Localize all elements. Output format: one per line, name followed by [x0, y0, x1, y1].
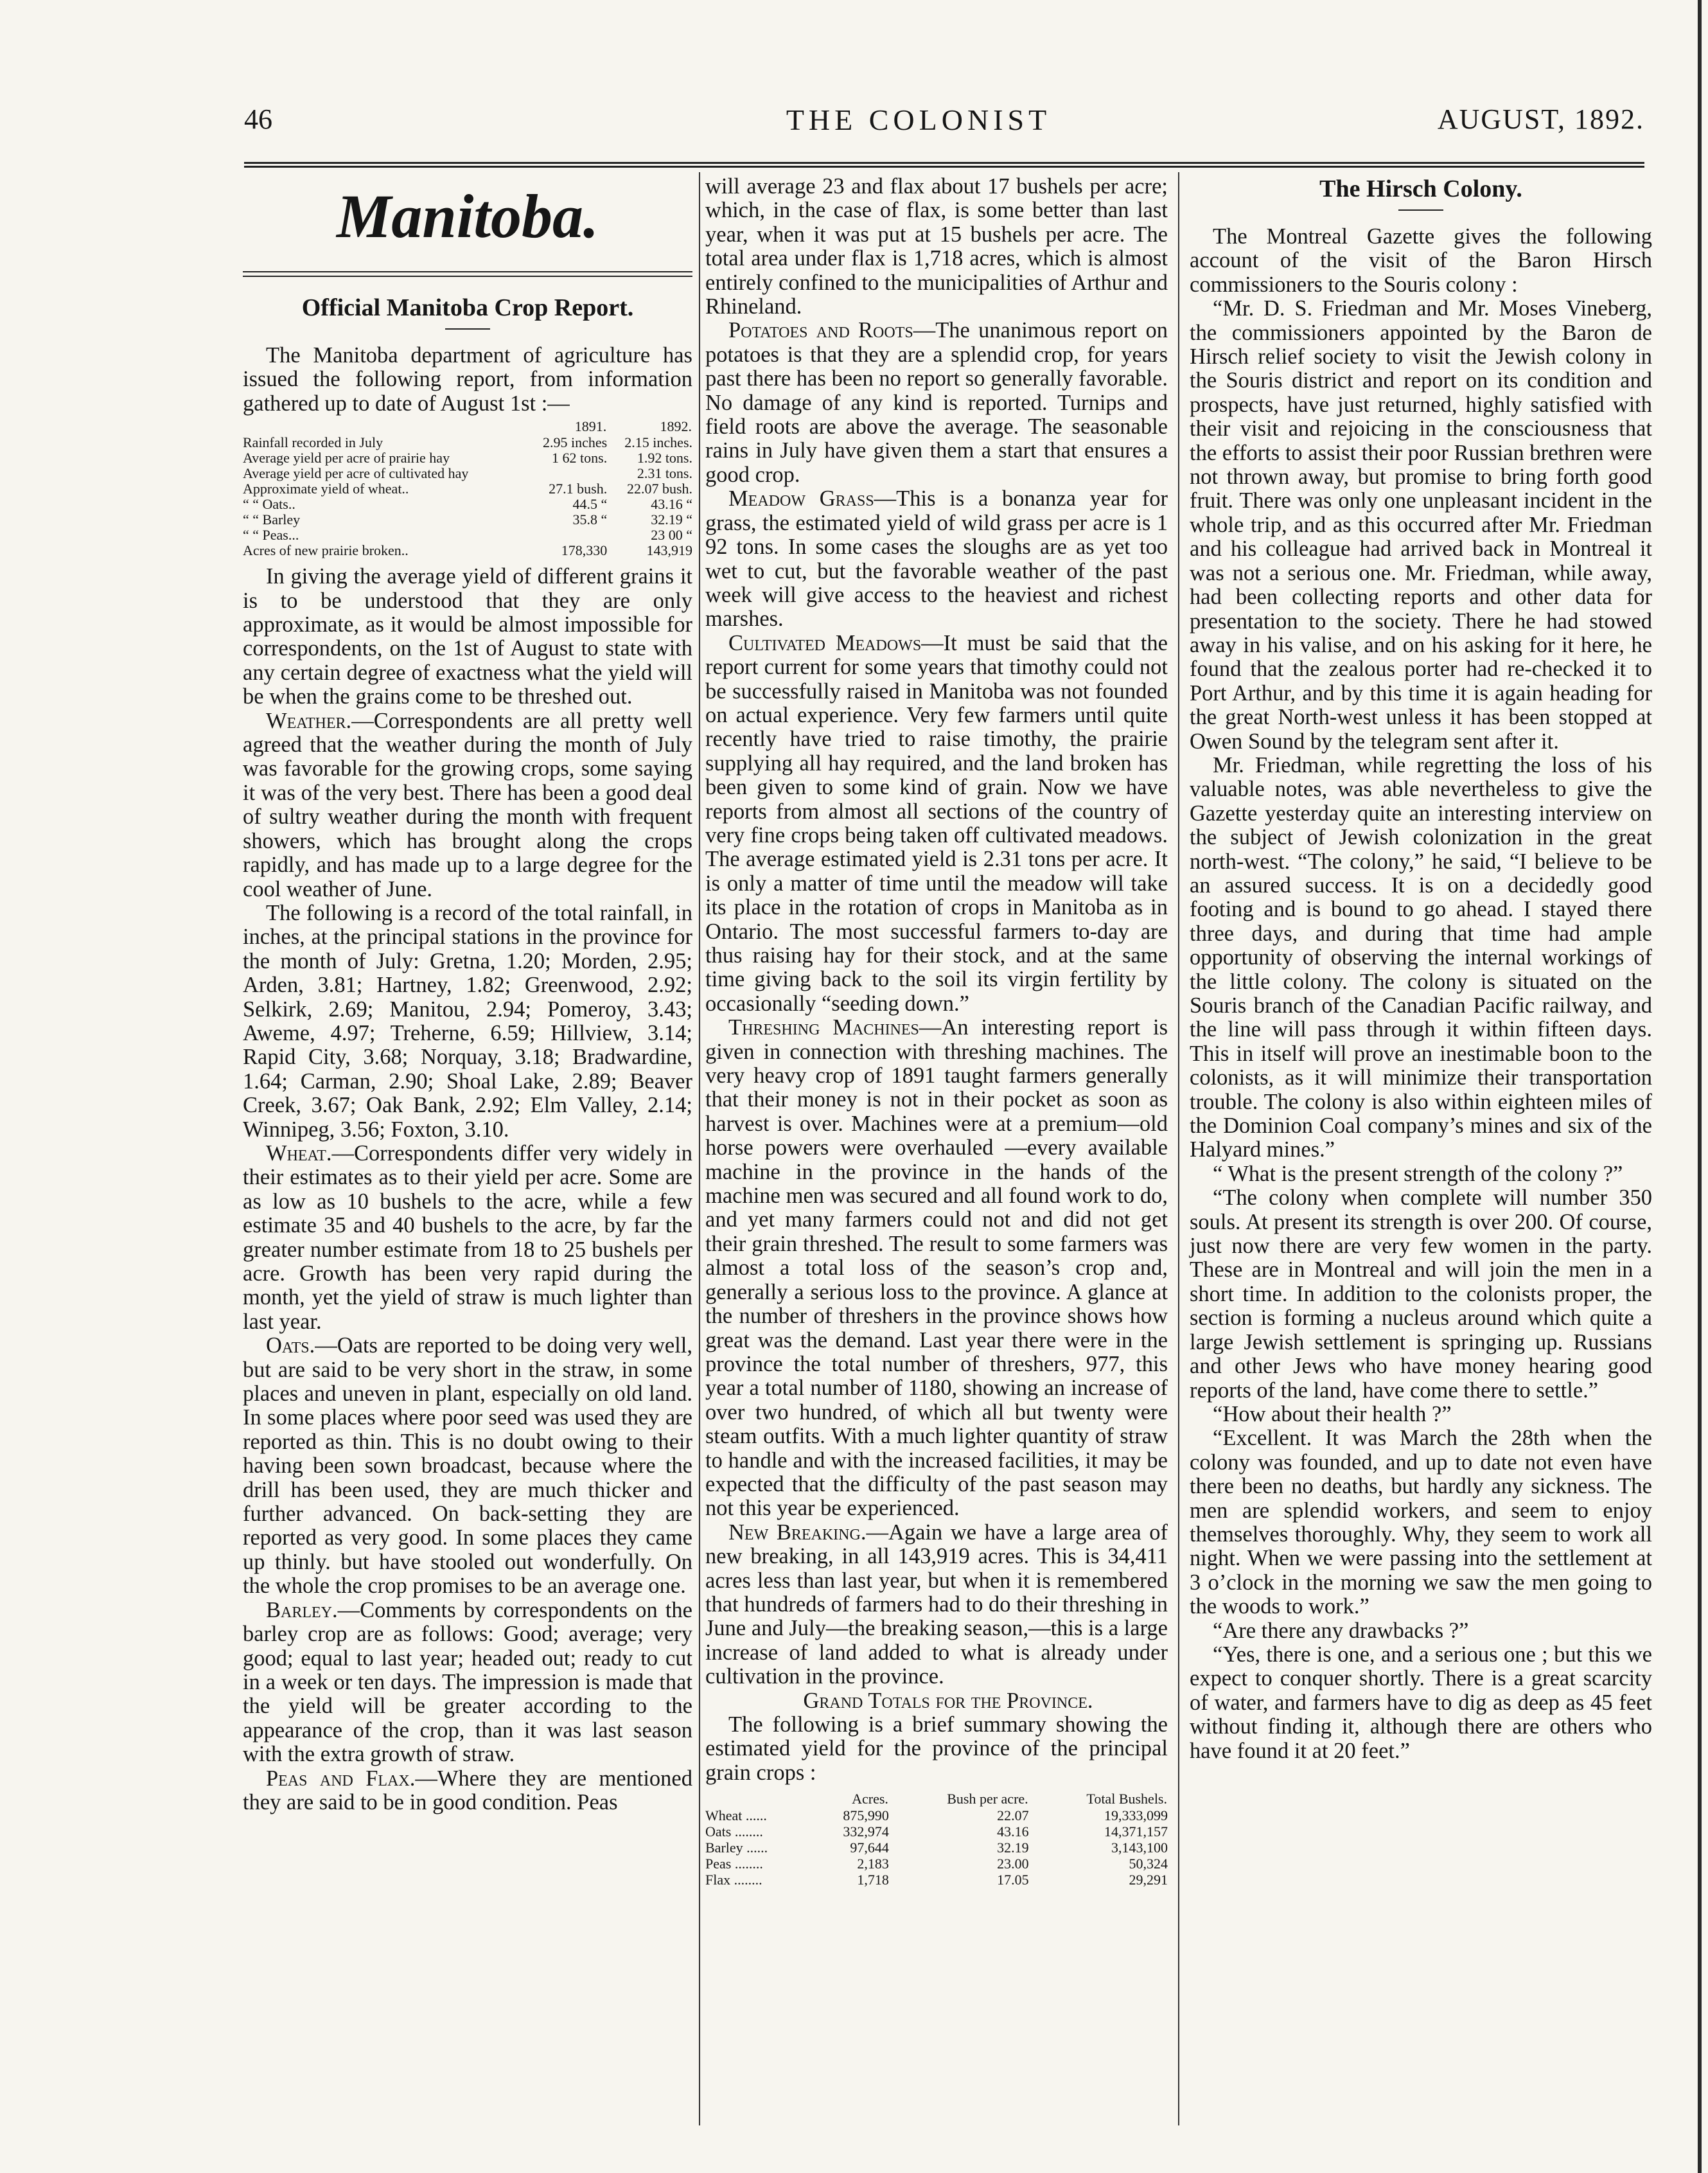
paragraph-text: —An interesting report is given in connection with threshing machines. The very heavy crop of 1891 taught farmers generally that their money is not in their pocket as soon as harvest is over. Machines were at a premium—old horse powers were overhauled —every available machine in the province in the hands of the machine men was secured and all found work to do, and yet many farmers could not and did not get their grain threshed. The result to some farmers was almost a total loss of the season’s crop and, generally a serious loss to the province. A glance at the number of threshers in the province shows how great was the demand. Last year there were in the province the total number of threshers, 977, this year a total number of 1180, showing an increase of over two hundred, of which all but twenty were steam outfits. With a much lighter quantity of straw to handle and with the increased facilities, it may be expected that the difficulty of the past season may not this year be experienced. [705, 1015, 1168, 1521]
column-manitoba [243, 175, 692, 1814]
paragraph-answer-drawbacks: “Yes, there is one, and a serious one ; but this we expect to conquer shortly. There is a great scarcity of water, and farmers have to dig as deep as 45 feet without finding it, although there are others who have found it at 20 feet.” [1190, 1642, 1652, 1763]
subhead-peas-flax: Peas and Flax. [266, 1766, 416, 1791]
table-cell: 35.8 “ [572, 511, 608, 528]
paragraph-text: —Oats are reported to be doing very well, but are said to be very short in the straw, in some places and uneven in plant, especially on old land. In some places where poor seed was used they are reported as thin. This is no doubt owing to their having been sown broadcast, because where the drill has been used, they are much thicker and further advanced. On back-setting they are reported as very good. In some places they came up thinly. but have stooled out wonderfully. On the whole the crop promises to be an average one. [243, 1333, 692, 1599]
subhead-meadow-grass: Meadow Grass [728, 486, 874, 511]
table-cell: 2.95 inches [543, 434, 608, 451]
table-cell: 3,143,100 [1111, 1840, 1168, 1856]
subhead-weather: Weather. [266, 708, 352, 733]
paragraph-text: —Again we have a large area of new breaking, in all 143,919 acres. This is 34,411 acres less than last year, but when it is remembered that hundreds of farmers had to do their threshing in June and July—the breaking season,—this is a large increase of land added to what is already under cultivation in the province. [705, 1520, 1168, 1689]
table-cell: 32.19 [997, 1840, 1029, 1856]
article-headline: The Hirsch Colony. [1319, 175, 1522, 202]
paragraph-peas-flax [243, 1767, 692, 1815]
table-cell: 1,718 [857, 1872, 889, 1888]
masthead [193, 103, 1644, 148]
table-header-acres: Acres. [852, 1791, 888, 1807]
section-banner: Manitoba. [336, 182, 599, 251]
paragraph-text: —This is a bonanza year for grass, the estimated yield of wild grass per acre is 1 92 tons. In some cases the sloughs are as yet too wet to cut, but the favorable weather of the past week will give access to the heaviest and richest marshes. [705, 486, 1168, 632]
table-cell: Approximate yield of wheat.. [243, 481, 409, 497]
paragraph-answer-health: “Excellent. It was March the 28th when the colony was founded, and up to date not even have there been no deaths, but hardly any sickness. The men are splendid workers, and seem to enjoy themselves thoroughly. Why, they seem to work all night. When we were passing into the settlement at 3 o’clock in the morning we saw the men going to the woods to work.” [1190, 1426, 1652, 1619]
paragraph-question-strength: “ What is the present strength of the colony ?” [1213, 1161, 1623, 1186]
table-header-total-bushels: Total Bushels. [1086, 1791, 1167, 1807]
table-cell: 178,330 [561, 542, 608, 559]
table-cell: Peas ........ [705, 1856, 763, 1872]
table-cell: 27.1 bush. [549, 481, 608, 497]
paragraph-text: —Comments by correspondents on the barley crop are as follows: Good; average; very good; equal to last year; headed out; ready to cut in a week or ten days. The impression is made that the yield will be greater according to the appearance of the crop, than it was last season with the extra growth of straw. [243, 1597, 692, 1767]
paragraph-question-health: “How about their health ?” [1213, 1401, 1452, 1426]
table-cell: 43.16 “ [651, 496, 692, 513]
subhead-barley: Barley. [266, 1597, 338, 1622]
subhead-threshing: Threshing Machines [728, 1015, 919, 1040]
paragraph-wheat [243, 1142, 692, 1334]
table-header-1892: 1892. [660, 418, 692, 435]
newspaper-title: THE COLONIST [786, 103, 1052, 136]
table-cell: 2.15 inches. [624, 434, 692, 451]
paragraph-new-breaking [705, 1521, 1168, 1689]
paragraph-weather [243, 709, 692, 901]
table-cell [526, 466, 607, 481]
subhead-potatoes: Potatoes and Roots [728, 318, 913, 343]
paragraph-summary: The following is a brief summary showing the estimated yield for the province of the principal grain crops : [705, 1712, 1168, 1785]
table-cell: 14,371,157 [1104, 1823, 1168, 1840]
page-number: 46 [244, 103, 272, 135]
table-row [705, 1856, 1168, 1872]
table-cell: Average yield per acre of cultivated hay [243, 465, 469, 482]
table-cell: “ “ Peas... [243, 527, 299, 544]
table-row [705, 1807, 1168, 1823]
table-cell: 32.19 “ [651, 511, 692, 528]
headline-dash [445, 328, 490, 330]
table-cell [526, 528, 607, 543]
table-cell: Oats ........ [705, 1823, 763, 1840]
table-row [705, 1840, 1168, 1856]
paragraph-intro: The Montreal Gazette gives the following account of the visit of the Baron Hirsch commissioners to the Souris colony : [1190, 224, 1652, 297]
paragraph-flax: will average 23 and flax about 17 bushels per acre; which, in the case of flax, is some better than last year, when it was put at 15 bushels per acre. The total area under flax is 1,718 acres, which is almost entirely confined to the municipalities of Arthur and Rhineland. [705, 174, 1168, 319]
page-edge-shadow [1698, 0, 1702, 2173]
paragraph-oats [243, 1334, 692, 1598]
article-headline: Official Manitoba Crop Report. [301, 294, 634, 321]
issue-date: AUGUST, 1892. [1437, 103, 1644, 135]
table-cell: 2,183 [857, 1856, 889, 1872]
table-row [243, 512, 692, 528]
table-header-row [705, 1790, 1168, 1807]
column-rule-2 [1178, 172, 1179, 2125]
paragraph-friedman: Mr. Friedman, while regretting the loss of his valuable notes, was able nevertheless to give the Gazette yesterday quite an interesting interview on the subject of Jewish colonization in the great north-west. “The colony,” he said, “I believe to be an assured success. It is on a decidedly good footing and is bound to go ahead. I stayed there three days, and during that time had ample opportunity of observing the internal workings of the little colony. The colony is situated on the Souris branch of the Canadian Pacific railway, and the line will pass through it within fifteen days. This in itself will prove an inestimable boon to the colonists, as it will minimize their transportation trouble. The colony is also within eighteen miles of the Dominion Coal company’s mines and six of the Halyard mines.” [1190, 752, 1652, 1162]
table-row [243, 528, 692, 543]
paragraph-rainfall: The following is a record of the total rainfall, in inches, at the principal stations in the province for the month of July: Gretna, 1.20; Morden, 2.95; Arden, 3.81; Hartney, 1.82; Greenwood, 2.92; Selkirk, 2.69; Manitou, 2.94; Pomeroy, 3.43; Aweme, 4.97; Treherne, 6.59; Hillview, 3.14; Rapid City, 3.68; Norquay, 3.18; Bradwardine, 1.64; Carman, 2.90; Shoal Lake, 2.89; Beaver Creek, 3.67; Oak Bank, 2.92; Elm Valley, 2.14; Winnipeg, 3.56; Foxton, 3.10. [243, 900, 692, 1142]
table-cell: 22.07 [997, 1807, 1029, 1824]
table-cell: Average yield per acre of prairie hay [243, 450, 450, 466]
table-row [705, 1823, 1168, 1840]
paragraph-answer-strength: “The colony when complete will number 350 souls. At present its strength is over 200. Of course, just now there are very few women in the party. These are in Montreal and will join the men in a short time. In addition to the colonists proper, the section is forming a nucleus around which quite a large Jewish settlement is springing up. Russians and other Jews who have money hearing good reports of the land, have come there to settle.” [1190, 1185, 1652, 1403]
paragraph-text: —It must be said that the report current for some years that timothy could not be successfully raised in Manitoba was not founded on actual experience. Very few farmers until quite recently have tried to raise timothy, the prairie supplying all hay required, and the land broken has been given to some kind of grain. Now we have reports from almost all sections of the country of very fine crops being taken off cultivated meadows. The average estimated yield is 2.31 tons per acre. It is only a matter of time until the meadow will take its place in the rotation of crops in Manitoba as in Ontario. The most successful farmers to-day are thus raising hay for their stock, and at the same time giving back to the soil its virgin fertility by occasionally “seeding down.” [705, 630, 1168, 1016]
table-cell: Rainfall recorded in July [243, 434, 383, 451]
table-header-1891: 1891. [574, 418, 607, 435]
table-cell: Acres of new prairie broken.. [243, 542, 409, 559]
crop-report-table [243, 418, 692, 558]
table-cell: 17.05 [997, 1872, 1029, 1888]
table-row [243, 450, 692, 466]
intro-paragraph: The Manitoba department of agriculture has issued the following report, from information gathered up to date of August 1st :— [243, 343, 692, 416]
subhead-oats: Oats. [266, 1333, 315, 1358]
table-cell: 1 62 tons. [552, 450, 608, 466]
subhead-grand-totals: Grand Totals for the Province. [803, 1688, 1093, 1713]
headline-dash [1398, 209, 1443, 211]
table-cell: 332,974 [843, 1823, 889, 1840]
subhead-wheat: Wheat. [266, 1140, 332, 1166]
column-hirsch-colony [1190, 175, 1652, 1763]
paragraph-meadow-grass [705, 487, 1168, 631]
table-cell: “ “ Oats.. [243, 496, 295, 513]
column-crop-report-continued [705, 175, 1168, 1888]
paragraph-text: —The unanimous report on potatoes is that they are a splendid crop, for years past there has been no report so generally favorable. No damage of any kind is reported. Turnips and field roots are above the average. The seasonable rains in July have given them a start that ensures a good crop. [705, 318, 1168, 487]
table-cell: Flax ........ [705, 1872, 762, 1888]
table-cell: 22.07 bush. [626, 481, 692, 497]
table-row [243, 466, 692, 481]
table-cell: Barley ...... [705, 1840, 768, 1856]
table-row [243, 497, 692, 512]
paragraph-text: —Correspondents differ very widely in their estimates as to their yield per acre. Some are as low as 10 bushels to the acre, while a few estimate 35 and 40 bushels to the acre, by far the greater number estimate from 18 to 25 bushels per acre. Growth has been very rapid during the month, yet the yield of straw is much lighter than last year. [243, 1140, 692, 1334]
table-cell: 875,990 [843, 1807, 889, 1824]
paragraph-commissioners: “Mr. D. S. Friedman and Mr. Moses Vineberg, the commissioners appointed by the Baron de Hirsch relief society to visit the Jewish colony in the Souris district and report on its condition and prospects, have just returned, highly satisfied with their visit and rejoicing in the consciousness that the efforts to assist their poor Russian brethren were not thrown away, but promise to bring forth good fruit. There was only one unpleasant incident in the whole trip, and as this occurred after Mr. Friedman and his colleague had arrived back in Montreal it was not a serious one. Mr. Friedman, while away, had been collecting reports and other data for presentation to the society. There he had stowed away in his valise, and on his asking for it here, he found that the zealous porter had re-checked it to Port Arthur, and by this time it is again heading for the great North-west unless it has been stopped at Owen Sound by the telegram sent after it. [1190, 296, 1652, 754]
banner-rule [243, 271, 692, 277]
paragraph-text: —Where they are mentioned they are said to be in good condition. Peas [243, 1766, 692, 1814]
table-cell: 143,919 [646, 542, 692, 559]
table-cell: 2.31 tons. [637, 465, 692, 482]
paragraph-average-yield: In giving the average yield of different grains it is to be understood that they are only approximate, as it would be almost impossible for correspondents, on the 1st of August to state with any certain degree of exactness what the yield will be when the grains come to be threshed out. [243, 564, 692, 709]
table-row [243, 481, 692, 497]
paragraph-cultivated-meadows [705, 632, 1168, 1016]
table-cell: 97,644 [850, 1840, 889, 1856]
table-cell: 44.5 “ [572, 496, 608, 513]
subhead-new-breaking: New Breaking. [728, 1520, 867, 1545]
table-cell: 29,291 [1129, 1872, 1168, 1888]
table-cell: 23 00 “ [651, 527, 692, 544]
grand-totals-table [705, 1790, 1168, 1888]
paragraph-potatoes [705, 319, 1168, 487]
table-cell: “ “ Barley [243, 511, 301, 528]
paragraph-question-drawbacks: “Are there any drawbacks ?” [1213, 1618, 1469, 1643]
paragraph-threshing [705, 1016, 1168, 1521]
table-header-row [243, 418, 692, 435]
table-cell: 19,333,099 [1104, 1807, 1168, 1824]
subhead-cultivated-meadows: Cultivated Meadows [728, 630, 922, 655]
table-cell: 43.16 [997, 1823, 1029, 1840]
column-rule-1 [699, 172, 700, 2125]
top-rule [244, 162, 1644, 164]
table-cell: Wheat ...... [705, 1807, 767, 1824]
table-header-bush-per-acre: Bush per acre. [947, 1791, 1028, 1807]
table-row [705, 1872, 1168, 1888]
table-cell: 50,324 [1129, 1856, 1168, 1872]
paragraph-text: —Correspondents are all pretty well agreed that the weather during the month of July was favorable for the growing crops, some saying it was of the very best. There has been a good deal of sultry weather during the month with frequent showers, which has brought along the crops rapidly, and has made up to a large degree for the cool weather of June. [243, 708, 692, 901]
table-row [243, 543, 692, 558]
table-cell: 23.00 [997, 1856, 1029, 1872]
paragraph-barley [243, 1599, 692, 1767]
table-row [243, 435, 692, 450]
top-rule-2 [244, 166, 1644, 168]
table-cell: 1.92 tons. [637, 450, 692, 466]
